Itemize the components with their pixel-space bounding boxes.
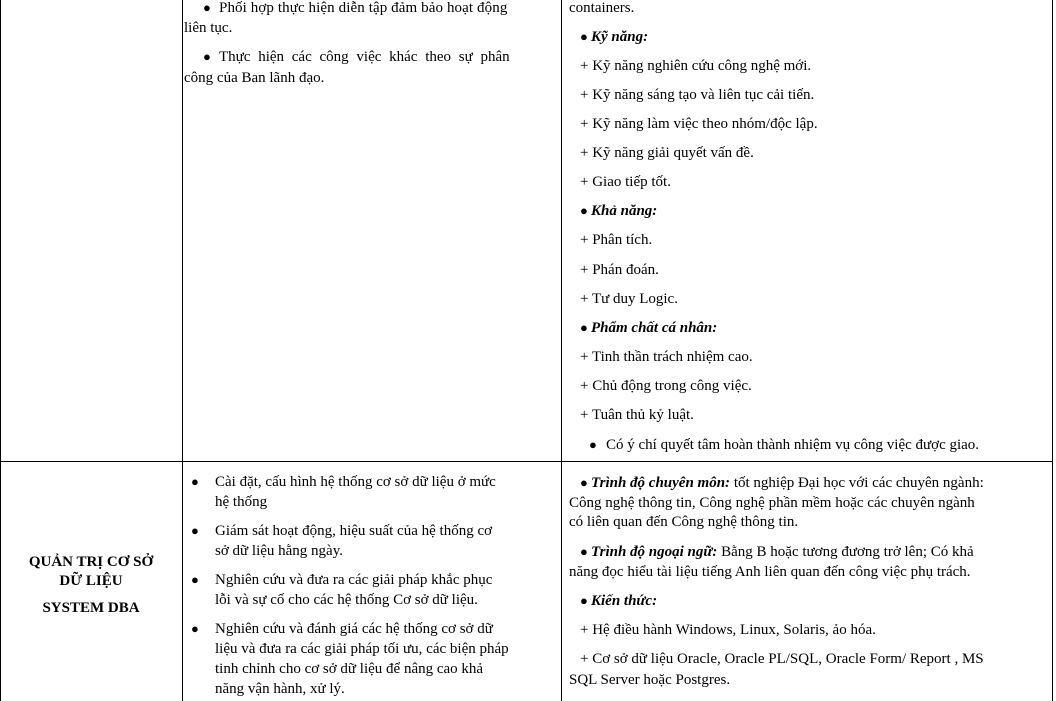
skill-item: + Kỹ năng giải quyết vấn đề.	[580, 145, 754, 161]
skills-heading: Kỹ năng:	[591, 29, 649, 45]
language-line: năng đọc hiểu tài liệu tiếng Anh liên quan đến công việc phụ trách.	[569, 564, 971, 580]
language-label: Trình độ ngoại ngữ:	[591, 544, 718, 560]
duty-line: năng vận hành, xử lý.	[215, 681, 345, 697]
requirement-line: containers.	[569, 0, 635, 16]
knowledge-item: SQL Server hoặc Postgres.	[569, 672, 731, 688]
bullet-icon: ●	[589, 437, 597, 452]
bullet-icon: ●	[580, 29, 588, 44]
skill-item: + Kỹ năng làm việc theo nhóm/độc lập.	[580, 116, 818, 132]
ability-heading: Khả năng:	[591, 203, 658, 219]
education-label: Trình độ chuyên môn:	[591, 475, 731, 491]
education-text: tốt nghiệp Đại học với các chuyên ngành:	[730, 475, 984, 491]
duty-line: Phối hợp thực hiện diễn tập đảm bảo hoạt động	[219, 0, 508, 16]
bullet-icon: ●	[191, 621, 199, 636]
knowledge-item: + Hệ điều hành Windows, Linux, Solaris, ảo hóa.	[580, 622, 876, 638]
duty-line: Nghiên cứu và đưa ra các giải pháp khắc phục	[215, 572, 493, 588]
position-title-line: SYSTEM DBA	[42, 600, 140, 616]
skill-item: + Kỹ năng nghiên cứu công nghệ mới.	[580, 58, 812, 74]
personal-heading: Phẩm chất cá nhân:	[591, 320, 718, 336]
bullet-icon: ●	[203, 0, 211, 15]
language-text: Bằng B hoặc tương đương trở lên; Có khả	[717, 544, 974, 560]
personal-item: + Tinh thần trách nhiệm cao.	[580, 349, 753, 365]
duty-line: công của Ban lãnh đạo.	[184, 70, 325, 86]
bullet-icon: ●	[580, 593, 588, 608]
duty-line: liên tục.	[184, 20, 233, 36]
position-title-line: QUẢN TRỊ CƠ SỞ	[28, 554, 154, 570]
table-border-col2	[561, 0, 562, 701]
duty-line: Nghiên cứu và đánh giá các hệ thống cơ sở dữ	[215, 621, 493, 637]
bullet-icon: ●	[580, 320, 588, 335]
bullet-icon: ●	[203, 49, 211, 64]
bullet-icon: ●	[191, 523, 199, 538]
duty-line: tinh chỉnh cho cơ sở dữ liệu để nâng cao khả	[215, 661, 484, 677]
duty-line: hệ thống	[215, 494, 268, 510]
bullet-icon: ●	[580, 475, 588, 490]
bullet-icon: ●	[191, 474, 199, 489]
education-line: Công nghệ thông tin, Công nghệ phần mềm hoặc các chuyên ngành	[569, 495, 975, 511]
duty-line: Thực hiện các công việc khác theo sự phân	[219, 49, 510, 65]
duty-line: Cài đặt, cấu hình hệ thống cơ sở dữ liệu ở mức	[215, 474, 496, 490]
duty-line: liệu và đưa ra các giải pháp tối ưu, các biện pháp	[215, 641, 509, 657]
ability-item: + Tư duy Logic.	[580, 291, 678, 307]
table-row-divider	[0, 461, 1053, 462]
knowledge-heading: Kiến thức:	[591, 593, 658, 609]
education-line: có liên quan đến Công nghệ thông tin.	[569, 514, 799, 530]
bullet-icon: ●	[580, 203, 588, 218]
skill-item: + Kỹ năng sáng tạo và liên tục cải tiến.	[580, 87, 815, 103]
ability-item: + Phân tích.	[580, 232, 653, 248]
table-border-right	[1052, 0, 1053, 701]
education-line	[591, 473, 984, 493]
bullet-icon: ●	[191, 572, 199, 587]
skill-item: + Giao tiếp tốt.	[580, 174, 671, 190]
personal-item: + Tuân thủ kỷ luật.	[580, 407, 694, 423]
duty-line: lỗi và sự cố cho các hệ thống Cơ sở dữ liệu.	[215, 592, 478, 608]
duty-line: Giám sát hoạt động, hiệu suất của hệ thống cơ	[215, 523, 493, 539]
language-line	[591, 542, 974, 562]
knowledge-item: + Cơ sở dữ liệu Oracle, Oracle PL/SQL, Oracle Form/ Report , MS	[580, 651, 984, 667]
bullet-icon: ●	[580, 544, 588, 559]
ability-item: + Phán đoán.	[580, 262, 659, 278]
duty-line: sở dữ liệu hằng ngày.	[215, 543, 343, 559]
personal-item: + Chủ động trong công việc.	[580, 378, 752, 394]
personal-item: Có ý chí quyết tâm hoàn thành nhiệm vụ công việc được giao.	[606, 437, 980, 453]
table-border-left	[0, 0, 1, 701]
table-border-col1	[182, 0, 183, 701]
position-title-line: DỮ LIỆU	[59, 573, 123, 589]
